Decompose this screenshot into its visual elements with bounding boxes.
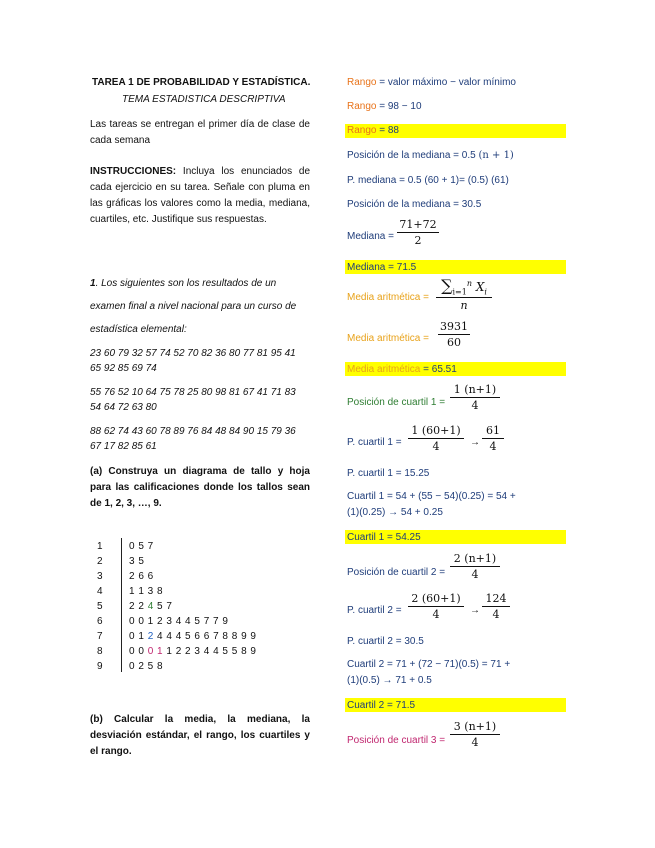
data-line-6: 67 17 82 85 61 xyxy=(90,441,157,452)
p-cuartil2-fraction xyxy=(408,592,464,621)
rango-word: Rango xyxy=(347,77,377,88)
doc-title: TAREA 1 DE PROBABILIDAD Y ESTADÍSTICA. xyxy=(92,77,311,88)
cuartil1-line1: Cuartil 1 = 54 + (55 − 54)(0.25) = 54 + xyxy=(347,491,516,502)
posicion-q2-label: Posición de cuartil 2 = xyxy=(347,567,446,578)
leaf-row xyxy=(129,601,172,612)
p-cuartil1-fraction xyxy=(408,424,464,453)
rango-calculation xyxy=(347,101,422,112)
sum-upper-limit: n xyxy=(466,279,472,288)
p-cuartil1-numerator: 1 (60+1) xyxy=(408,424,464,439)
leaf-digits: 0 0 xyxy=(129,646,148,657)
leaf-digits-after: 4 4 4 5 6 6 7 8 8 9 9 xyxy=(153,631,257,642)
media-formula-label: Media aritmética = xyxy=(347,292,429,303)
mediana-fraction xyxy=(397,218,439,247)
media-calc-label: Media aritmética = xyxy=(347,333,429,344)
rango-definition xyxy=(347,77,516,88)
leaf-row xyxy=(129,661,163,672)
exercise-statement-line3: estadística elemental: xyxy=(90,324,187,335)
media-result-word: Media aritmética xyxy=(347,364,421,375)
leaf-row xyxy=(129,571,154,582)
stem-value: 5 xyxy=(97,601,104,612)
rango-def-text: = valor máximo − valor mínimo xyxy=(376,77,516,88)
stem-value: 7 xyxy=(97,631,104,642)
posicion-q3-fraction xyxy=(450,720,500,749)
posicion-q1-fraction xyxy=(450,383,500,412)
data-line-1: 23 60 79 32 57 74 52 70 82 36 80 77 81 95 41 xyxy=(90,348,296,359)
stem-value: 4 xyxy=(97,586,104,597)
stem-value: 2 xyxy=(97,556,104,567)
media-formula-denominator: n xyxy=(460,299,468,313)
doc-subtitle: TEMA ESTADISTICA DESCRIPTIVA xyxy=(122,94,286,105)
p-mediana-calc: P. mediana = 0.5 (60 + 1)= (0.5) (61) xyxy=(347,175,509,186)
cuartil2-line1: Cuartil 2 = 71 + (72 − 71)(0.5) = 71 + xyxy=(347,659,511,670)
stem-value: 1 xyxy=(97,541,104,552)
leaf-digits: 0 5 7 xyxy=(129,541,154,552)
exercise-line1-text: . Los siguientes son los resultados de un xyxy=(95,278,277,289)
posicion-mediana-result: Posición de la mediana = 30.5 xyxy=(347,199,482,210)
p-cuartil2-numerator: 2 (60+1) xyxy=(408,592,464,607)
leaf-row xyxy=(129,541,154,552)
p-cuartil2-denominator2: 4 xyxy=(492,608,500,621)
p-cuartil1-denominator2: 4 xyxy=(489,440,497,453)
p-cuartil1-label: P. cuartil 1 = xyxy=(347,437,402,448)
part-a-statement: (a) Construya un diagrama de tallo y hoja para las calificaciones donde los tallos sean de 1, 2, 3, …, 9. xyxy=(90,466,310,509)
media-calc-denominator: 60 xyxy=(447,336,461,349)
data-line-2: 65 92 85 69 74 xyxy=(90,363,157,374)
stem-value: 6 xyxy=(97,616,104,627)
p-cuartil1-fraction2 xyxy=(482,424,504,453)
mediana-numerator: 71+72 xyxy=(397,218,439,233)
posicion-q1-numerator: 1 (n+1) xyxy=(450,383,500,398)
leaf-marked-digit: 2 xyxy=(147,631,154,642)
p-cuartil1-numerator2: 61 xyxy=(482,424,504,439)
leaf-marked-digit: 0 1 xyxy=(147,646,164,657)
leaf-row xyxy=(129,631,257,642)
mediana-denominator: 2 xyxy=(414,234,422,247)
posicion-q2-numerator: 2 (n+1) xyxy=(450,552,500,567)
leaf-digits-after: 5 7 xyxy=(153,601,173,612)
arrow-icon-2: → xyxy=(470,605,480,616)
data-line-4: 54 64 72 63 80 xyxy=(90,402,157,413)
rango-word-3: Rango xyxy=(347,125,377,136)
part-b-statement: (b) Calcular la media, la mediana, la desviación estándar, el rango, los cuartiles y el rango. xyxy=(90,714,310,757)
rango-res-text: = 88 xyxy=(376,125,399,136)
leaf-digits: 2 2 xyxy=(129,601,148,612)
leaf-row xyxy=(129,556,144,567)
leaf-row xyxy=(129,586,163,597)
p-cuartil1-result: P. cuartil 1 = 15.25 xyxy=(347,468,430,479)
sum-icon: ∑ xyxy=(441,276,453,295)
leaf-row xyxy=(129,616,228,627)
p-cuartil2-denominator: 4 xyxy=(432,608,440,621)
media-result xyxy=(347,364,457,375)
leaf-digits-after: 1 2 2 3 4 4 5 5 8 9 xyxy=(163,646,257,657)
posicion-q3-label: Posición de cuartil 3 = xyxy=(347,735,446,746)
leaf-digits: 2 6 6 xyxy=(129,571,154,582)
sum-lower-limit: i=1 xyxy=(452,287,467,297)
cuartil2-line2: (1)(0.5) → 71 + 0.5 xyxy=(347,675,432,686)
leaf-digits: 0 1 xyxy=(129,631,148,642)
posicion-mediana xyxy=(347,150,514,161)
exercise-number: 1 xyxy=(90,278,96,289)
rango-calc-text: = 98 − 10 xyxy=(376,101,422,112)
leaf-digits: 0 0 1 2 3 4 4 5 7 7 9 xyxy=(129,616,229,627)
instructions-label: INSTRUCCIONES: xyxy=(90,166,177,177)
p-cuartil2-label: P. cuartil 2 = xyxy=(347,605,402,616)
p-cuartil2-numerator2: 124 xyxy=(482,592,510,607)
exercise-statement-line2: examen final a nivel nacional para un curso de xyxy=(90,301,297,312)
posicion-q1-label: Posición de cuartil 1 = xyxy=(347,397,446,408)
intro-text: Las tareas se entregan el primer día de clase de cada semana xyxy=(90,119,310,146)
cuartil1-line2: (1)(0.25) → 54 + 0.25 xyxy=(347,507,443,518)
stem-value: 9 xyxy=(97,661,104,672)
posicion-q3-numerator: 3 (n+1) xyxy=(450,720,500,735)
stem-value: 3 xyxy=(97,571,104,582)
leaf-marked-digit: 4 xyxy=(147,601,154,612)
rango-result xyxy=(347,125,399,136)
media-calc-numerator: 3931 xyxy=(440,320,468,333)
media-formula-fraction xyxy=(436,276,492,312)
posicion-mediana-expr: (n + 1) xyxy=(478,150,514,161)
p-cuartil1-denominator: 4 xyxy=(432,440,440,453)
cuartil2-result: Cuartil 2 = 71.5 xyxy=(347,700,416,711)
mediana-result: Mediana = 71.5 xyxy=(347,262,417,273)
posicion-q2-fraction xyxy=(450,552,500,581)
posicion-q1-denominator: 4 xyxy=(471,399,479,412)
data-line-5: 88 62 74 43 60 78 89 76 84 48 84 90 15 79 36 xyxy=(90,426,296,437)
stem-value: 8 xyxy=(97,646,104,657)
arrow-icon: → xyxy=(470,437,480,448)
leaf-digits: 3 5 xyxy=(129,556,145,567)
media-formula-numerator xyxy=(436,276,492,298)
data-line-3: 55 76 52 10 64 75 78 25 80 98 81 67 41 71 83 xyxy=(90,387,296,398)
p-cuartil2-result: P. cuartil 2 = 30.5 xyxy=(347,636,424,647)
leaf-digits: 0 2 5 8 xyxy=(129,661,164,672)
exercise-statement-line1 xyxy=(90,278,276,289)
instructions xyxy=(90,164,310,228)
stem-leaf-divider xyxy=(121,538,122,672)
posicion-q3-denominator: 4 xyxy=(471,736,479,749)
media-result-value: = 65.51 xyxy=(420,364,457,375)
leaf-row xyxy=(129,646,257,657)
variable-x-index: i xyxy=(484,287,487,297)
posicion-q2-denominator: 4 xyxy=(471,568,479,581)
mediana-label: Mediana = xyxy=(347,231,394,242)
p-cuartil2-fraction2 xyxy=(482,592,510,621)
media-calc-fraction xyxy=(438,320,470,349)
rango-word-2: Rango xyxy=(347,101,377,112)
leaf-digits: 1 1 3 8 xyxy=(129,586,164,597)
cuartil1-result: Cuartil 1 = 54.25 xyxy=(347,532,421,543)
variable-x: X xyxy=(475,280,485,294)
posicion-mediana-label: Posición de la mediana = 0.5 xyxy=(347,150,479,161)
instructions-text: Incluya los enunciados de cada ejercicio en su tarea. Señale con pluma en las gráficas los valores como la media, mediana, cuartiles, etc. Justifique sus respuestas. xyxy=(90,166,311,225)
